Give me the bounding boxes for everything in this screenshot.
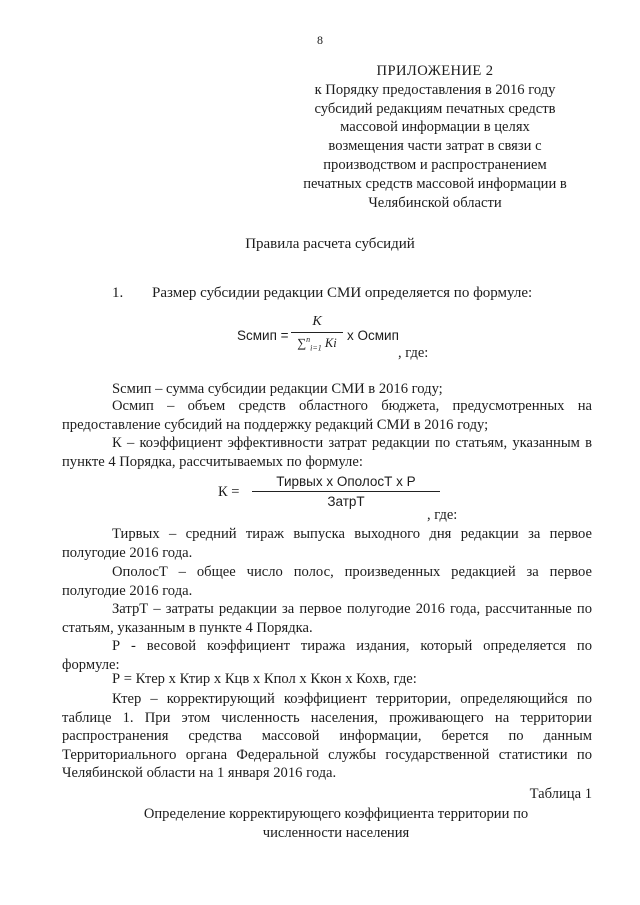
where-label: , где: <box>427 507 458 523</box>
sum-lower: i=1 <box>310 343 322 353</box>
appendix-line: субсидий редакциям печатных средств <box>314 100 556 117</box>
formula-numerator: K <box>312 314 322 329</box>
where-label: , где: <box>398 345 429 361</box>
appendix-line: Челябинской области <box>368 194 502 211</box>
appendix-line: производством и распространением <box>323 156 547 173</box>
definition-kter: Ктер – корректирующий коэффициент территории, определяющийся по таблице 1. При этом численность населения, проживающего на территории распространения средства массовой информации, берется по данным Территориального органа Федеральной службы государственной статистики по Челябинской области на 1 января 2016 года. <box>62 691 592 782</box>
page-number: 8 <box>317 33 323 47</box>
definition-smip: Sсмип – сумма субсидии редакции СМИ в 2016 году; <box>112 381 443 397</box>
sum-upper: n <box>306 335 311 344</box>
definition-tirvyh: Тирвых – средний тираж выпуска выходного дня редакции за первое полугодие 2016 года. <box>62 526 592 561</box>
formula-lhs: Sсмип = <box>237 328 289 343</box>
item-text: Размер субсидии редакции СМИ определяется по формуле: <box>152 285 533 301</box>
coefficient-formula <box>218 474 438 524</box>
appendix-line: к Порядку предоставления в 2016 году <box>314 81 556 98</box>
appendix-line: печатных средств массовой информации в <box>303 175 567 192</box>
definition-opolost: ОполосТ – общее число полос, произведенных редакцией за первое полугодие 2016 года. <box>62 564 592 599</box>
appendix-line: возмещения части затрат в связи с <box>328 138 542 155</box>
table-caption-line: численности населения <box>262 824 410 841</box>
sum-term: Ki <box>321 336 337 351</box>
table-caption-line: Определение корректирующего коэффициента территории по <box>143 806 529 822</box>
section-title: Правила расчета субсидий <box>245 236 415 252</box>
table-caption <box>130 805 542 842</box>
item-number: 1. <box>112 285 124 301</box>
definition-zatrt: ЗатрТ – затраты редакции за первое полугодие 2016 года, рассчитанные по статьям, указанным в пункте 4 Порядка. <box>62 601 592 636</box>
formula-fraction <box>291 314 343 353</box>
appendix-header <box>300 62 570 212</box>
formula-lhs: К = <box>218 484 240 500</box>
definition-p: Р - весовой коэффициент тиража издания, который определяется по формуле: <box>62 638 592 673</box>
subsidy-formula <box>237 308 467 364</box>
appendix-heading: ПРИЛОЖЕНИЕ 2 <box>376 63 494 79</box>
formula-denominator: ЗатрТ <box>327 494 365 509</box>
formula-numerator: Тирвых х ОполосТ х Р <box>276 474 416 489</box>
weight-formula: Р = Ктер х Ктир х Кцв х Кпол х Ккон х Кохв, где: <box>112 671 417 687</box>
formula-fraction <box>252 474 440 509</box>
fraction-bar <box>291 332 343 333</box>
fraction-bar <box>252 491 440 492</box>
item-1 <box>112 285 532 302</box>
formula-rhs: x Осмип <box>347 328 399 343</box>
sum-symbol: ∑ <box>297 336 307 351</box>
table-label: Таблица 1 <box>529 786 592 802</box>
formula-denominator <box>291 335 343 353</box>
appendix-line: массовой информации в целях <box>340 119 530 136</box>
definition-k: К – коэффициент эффективности затрат редакции по статьям, указанным в пункте 4 Порядка, рассчитываемых по формуле: <box>62 435 592 470</box>
definition-osmip: Осмип – объем средств областного бюджета, предусмотренных на предоставление субсидий на поддержку редакций СМИ в 2016 году; <box>62 398 592 433</box>
